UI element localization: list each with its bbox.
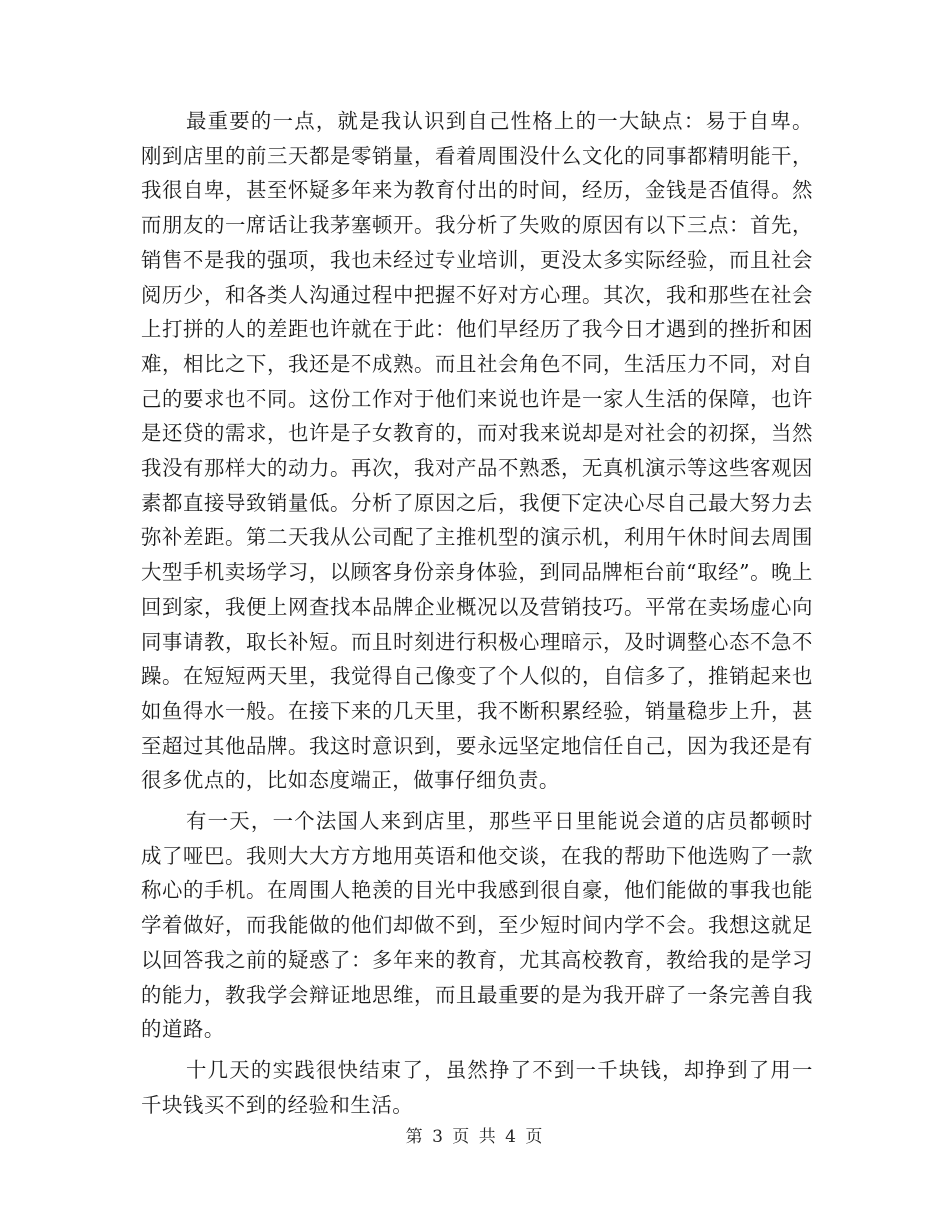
paragraph-french-customer: 有一天，一个法国人来到店里，那些平日里能说会道的店员都顿时成了哑巴。我则大大方方地用英语和他交谈，在我的帮助下他选购了一款称心的手机。在周围人艳羡的目光中我感到很自豪，他们能做的事我也能学着做好，而我能做的他们却做不到，至少短时间内学不会。我想这就足以回答我之前的疑惑了：多年来的教育，尤其高校教育，教给我的是学习的能力，教我学会辩证地思维，而且最重要的是为我开辟了一条完善自我的道路。: [141, 809, 813, 1042]
paragraph-conclusion: 十几天的实践很快结束了，虽然挣了不到一千块钱，却挣到了用一千块钱买不到的经验和生活。: [141, 1057, 813, 1117]
paragraph-self-doubt: 最重要的一点，就是我认识到自己性格上的一大缺点：易于自卑。刚到店里的前三天都是零销量，看着周围没什么文化的同事都精明能干，我很自卑，甚至怀疑多年来为教育付出的时间，经历，金钱是否值得。然而朋友的一席话让我茅塞顿开。我分析了失败的原因有以下三点：首先，销售不是我的强项，我也未经过专业培训，更没太多实际经验，而且社会阅历少，和各类人沟通过程中把握不好对方心理。其次，我和那些在社会上打拼的人的差距也许就在于此：他们早经历了我今日才遇到的挫折和困难，相比之下，我还是不成熟。而且社会角色不同，生活压力不同，对自己的要求也不同。这份工作对于他们来说也许是一家人生活的保障，也许是还贷的需求，也许是子女教育的，而对我来说却是对社会的初探，当然我没有那样大的动力。再次，我对产品不熟悉，无真机演示等这些客观因素都直接导致销量低。分析了原因之后，我便下定决心尽自己最大努力去弥补差距。第二天我从公司配了主推机型的演示机，利用午休时间去周围大型手机卖场学习，以顾客身份亲身体验，到同品牌柜台前“取经”。晚上回到家，我便上网查找本品牌企业概况以及营销技巧。平常在卖场虚心向同事请教，取长补短。而且时刻进行积极心理暗示，及时调整心态不急不躁。在短短两天里，我觉得自己像变了个人似的，自信多了，推销起来也如鱼得水一般。在接下来的几天里，我不断积累经验，销量稳步上升，甚至超过其他品牌。我这时意识到，要永远坚定地信任自己，因为我还是有很多优点的，比如态度端正，做事仔细负责。: [141, 109, 813, 793]
page-number-footer: 第 3 页 共 4 页: [405, 1127, 545, 1147]
body-text: [141, 104, 813, 1122]
